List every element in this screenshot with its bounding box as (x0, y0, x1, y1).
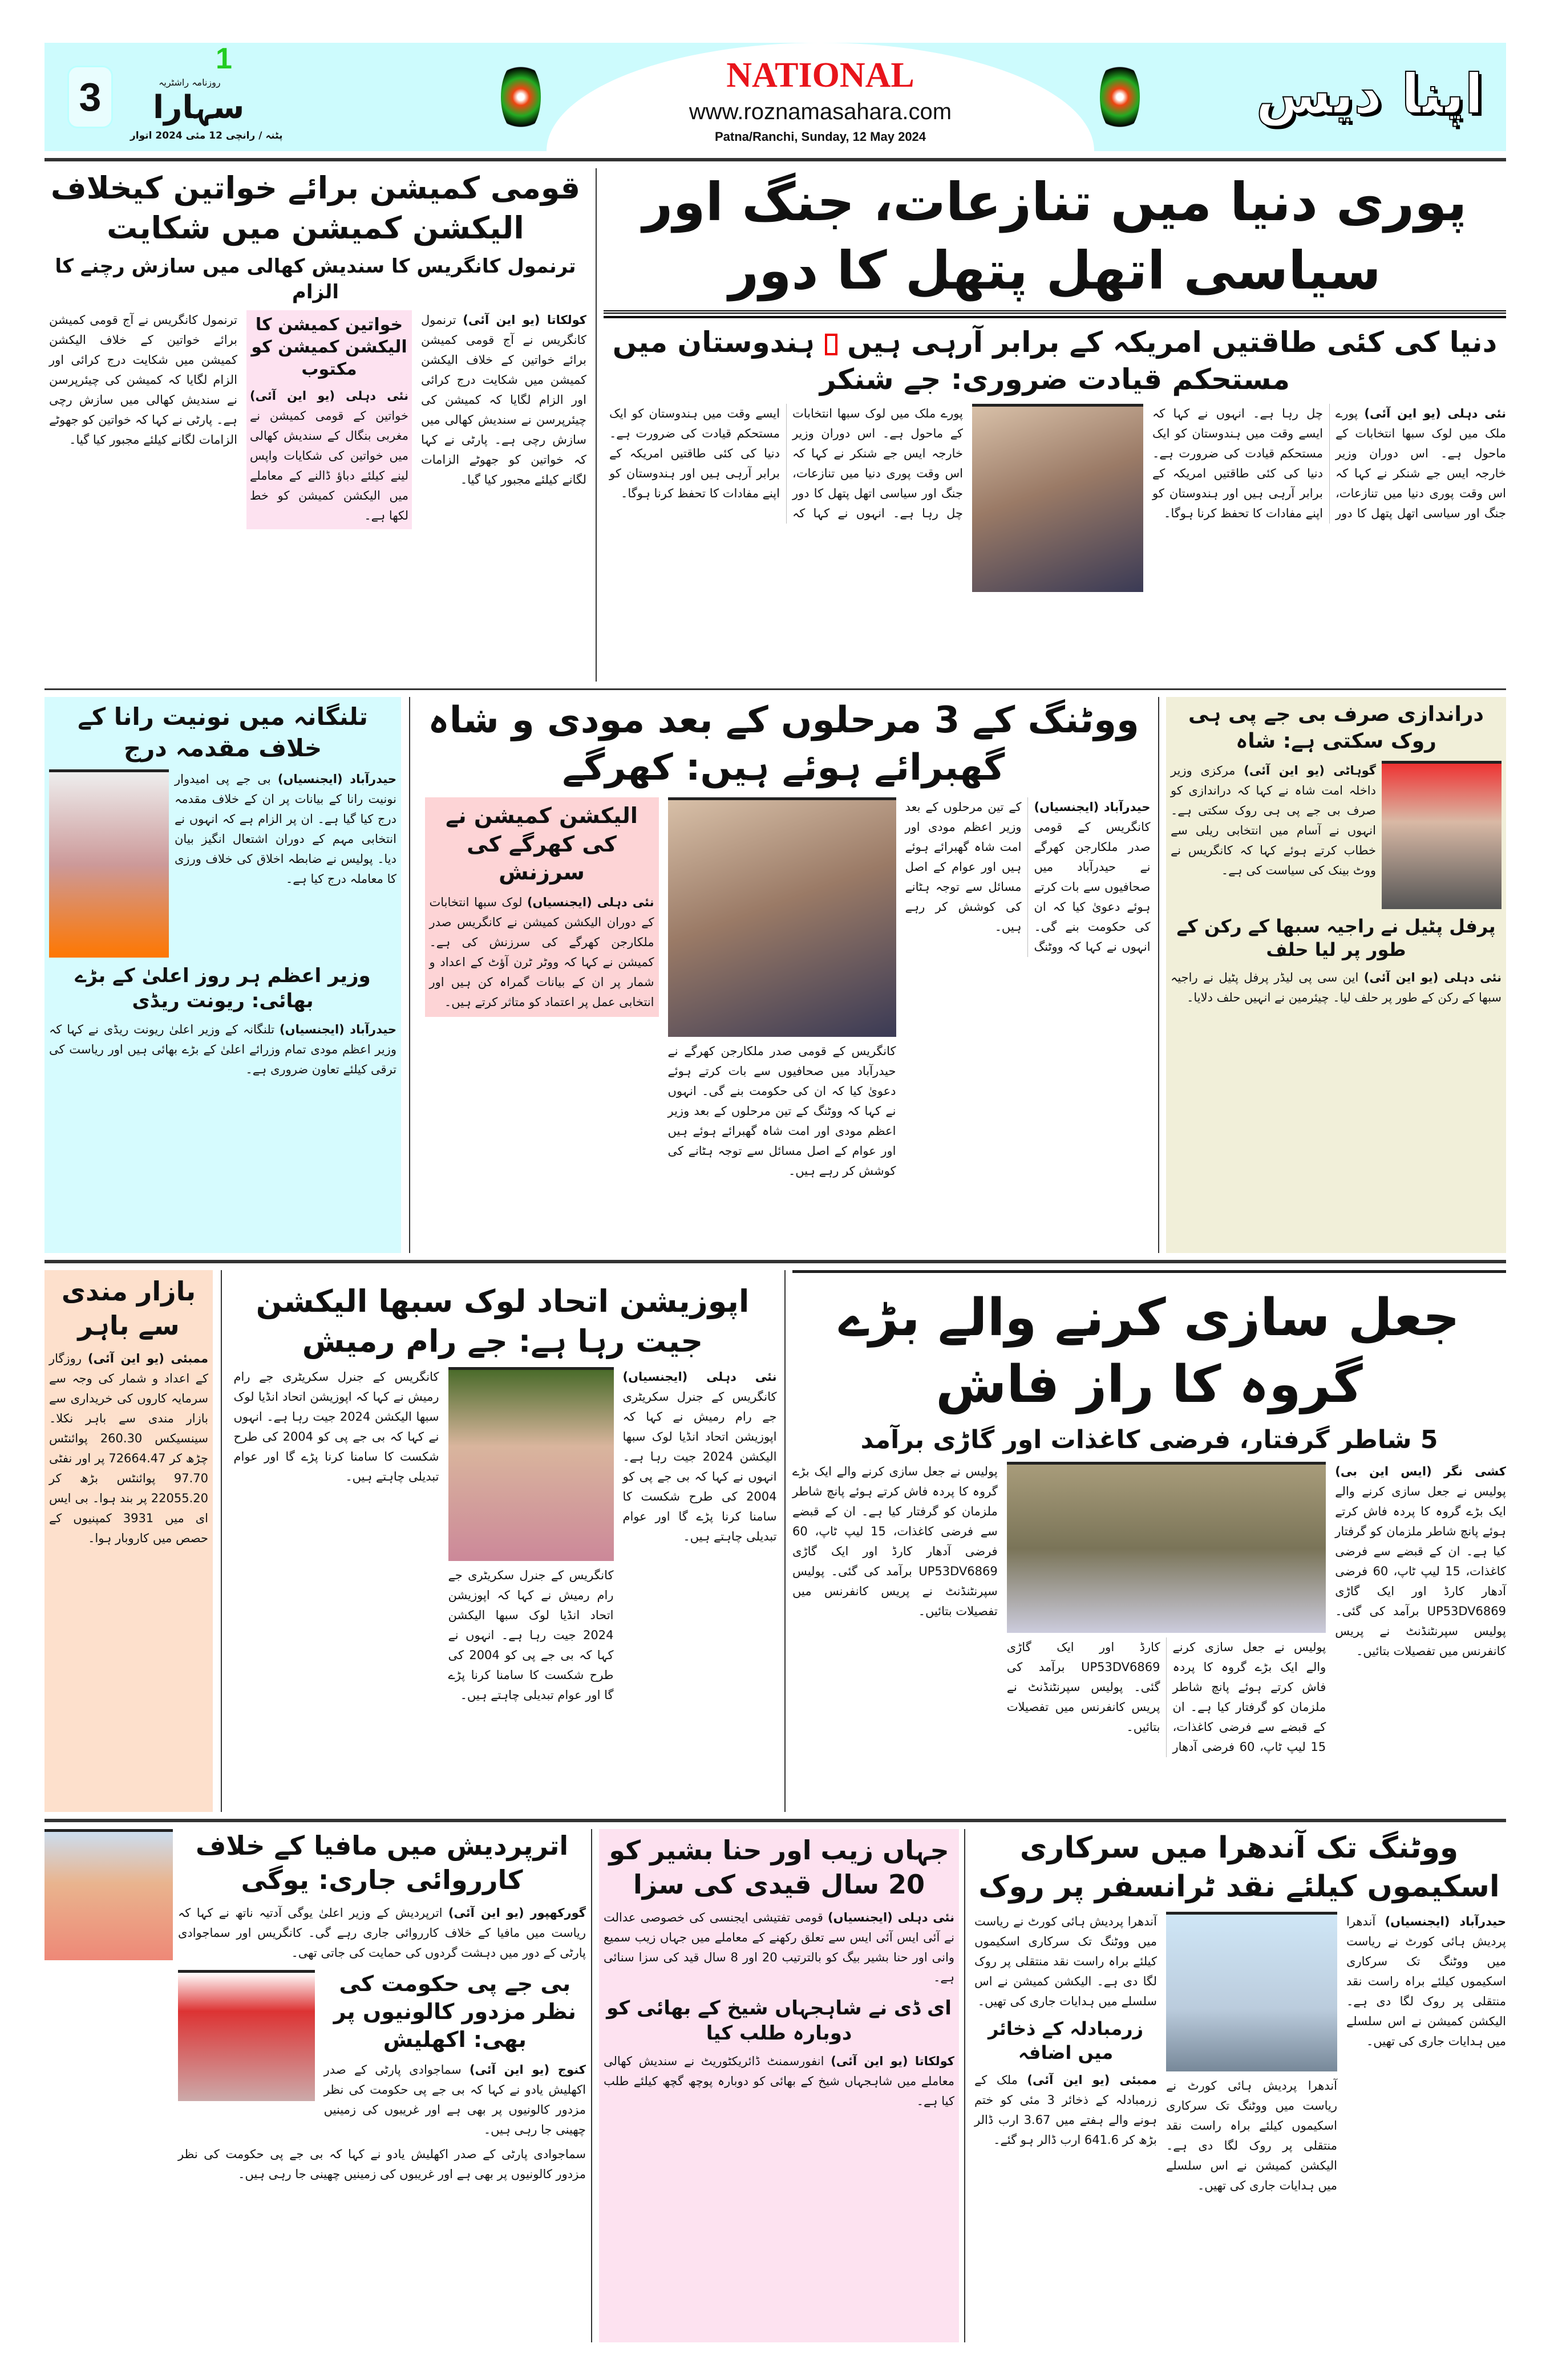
photo-akhilesh (178, 1970, 315, 2101)
body-text: آندھرا پردیش ہائی کورٹ نے ریاست میں ووٹنگ تک سرکاری اسکیموں کیلئے براہ راست نقد منتقلی پر روک لگا دی ہے۔ الیکشن کمیشن نے اس سلسلے میں ہدایات جاری کی تھیں۔ (1346, 1915, 1506, 2049)
dateline: نئی دہلی (ایجنسیاں) (828, 1910, 954, 1924)
article-body (1171, 968, 1502, 1008)
body-text: ملک کے زرمبادلہ کے ذخائر 3 مئی کو ختم ہونے والے ہفتے میں 3.67 ارب ڈالر بڑھ کر 641.6 ارب ڈالر ہو گئے۔ (974, 2073, 1157, 2147)
row-1 (44, 168, 1506, 682)
divider (792, 1270, 1506, 1273)
website-link[interactable]: www.roznamasahara.com (689, 99, 952, 124)
body-text: این سی پی لیڈر پرفل پٹیل نے راجیہ سبھا کے رکن کے طور پر حلف لیا۔ چیئرمین نے انہیں حلف دلایا۔ (1171, 970, 1502, 1004)
article-body-cont (974, 1912, 1157, 2012)
body-text: انفورسمنٹ ڈائریکٹوریٹ نے سندیش کھالی معاملے میں شاہجہاں شیخ کے بھائی کو دوبارہ پوچھ گچھ کیلئے طلب کیا ہے۔ (604, 2054, 954, 2108)
body-text: کانگریس کے جنرل سکریٹری جے رام رمیش نے کہا کہ اپوزیشن اتحاد انڈیا لوک سبھا الیکشن 2024 جیت رہا ہے۔ انہوں نے کہا کہ بی جے پی کو 2004 کی طرح شکست کا سامنا کرنا پڑے گا اور عوام تبدیلی چاہتے ہیں۔ (622, 1390, 777, 1544)
article-yogi (178, 1829, 586, 2342)
article-navneet-rana (44, 697, 401, 1253)
headline: جہاں زیب اور حنا بشیر کو 20 سال قیدی کی سزا (609, 1835, 949, 1900)
subheadline: ای ڈی نے شاہجہاں شیخ کے بھائی کو دوبارہ طلب کیا (606, 1996, 952, 2045)
newspaper-logo: سہارا (153, 89, 245, 126)
divider (44, 158, 1506, 161)
body-text: اترپردیش کے وزیر اعلیٰ یوگی آدتیہ ناتھ نے کہا کہ ریاست میں مافیا کے خلاف کارروائی جاری رہے گی۔ کانگریس اور سماجوادی پارٹی کے دور میں دہشت گردوں کی حمایت کی جاتی تھی۔ (178, 1905, 586, 1960)
body-text: پولیس نے جعل سازی کرنے والے ایک بڑے گروہ کا پردہ فاش کرتے ہوئے پانچ شاطر ملزمان کو گرفتار کیا ہے۔ ان کے قبضے سے فرضی کاغذات، 15 لیپ ٹاپ، 60 فرضی آدھار کارڈ اور ایک گاڑی UP53DV6869 برآمد کی گئی۔ پولیس سپرنٹنڈنٹ نے پریس کانفرنس میں تفصیلات بتائیں۔ (792, 1465, 998, 1619)
yogi-photo-column (44, 1829, 173, 2342)
dateline: حیدرآباد (ایجنسیاں) (280, 1022, 396, 1036)
article-women-commission (44, 168, 586, 682)
body-text: کانگریس کے جنرل سکریٹری جے رام رمیش نے کہا کہ اپوزیشن اتحاد انڈیا لوک سبھا الیکشن 2024 جیت رہا ہے۔ انہوں نے کہا کہ بی جے پی کو 2004 کی طرح شکست کا سامنا کرنا پڑے گا اور عوام تبدیلی چاہتے ہیں۔ (448, 1568, 614, 1702)
body-text: ترنمول کانگریس نے آج قومی کمیشن برائے خواتین کے خلاف الیکشن کمیشن میں شکایت درج کرائی اور الزام لگایا کہ کمیشن کی چیئرپرسن نے سندیش کھالی میں سازش رچی ہے۔ پارٹی نے کہا کہ خواتین کو جھوٹے الزامات لگانے کیلئے مجبور کیا گیا۔ (421, 313, 586, 486)
sidebar-headline: خواتین کمیشن کا الیکشن کمیشن کو مکتوب (251, 314, 407, 379)
dateline: نئی دہلی (ایجنسیاں) (622, 1370, 777, 1384)
headline: پوری دنیا میں تنازعات، جنگ اور سیاسی اتھل پتھل کا دور (642, 172, 1467, 301)
subheadline: بی جے پی حکومت کی نظر مزدور کالونیوں پر بھی: اکھلیش (333, 1971, 576, 2053)
dateline: کشی نگر (ایس این بی) (1335, 1465, 1506, 1479)
article-body (1335, 1462, 1506, 1661)
article-body (49, 1349, 208, 1548)
subheadline: زرمبادلہ کے ذخائر میں اضافہ (988, 2018, 1143, 2063)
photo-high-court (1166, 1912, 1337, 2071)
article-body-cont (49, 310, 237, 450)
article-body-cont (668, 1041, 896, 1181)
article-body (178, 1903, 586, 1963)
body-text: کانگریس کے قومی صدر ملکارجن کھرگے نے حیدرآباد میں صحافیوں سے بات کرتے ہوئے دعویٰ کیا کہ ان کی حکومت بنے گی۔ انہوں نے کہا کہ ووٹنگ کے تین مرحلوں کے بعد وزیر اعظم مودی اور امت شاہ گھبرائے ہوئے ہیں اور عوام کے اصل مسائل سے توجہ ہٹانے کی کوشش کر رہے ہیں۔ (667, 1044, 896, 1178)
headline: تلنگانہ میں نونیت رانا کے خلاف مقدمہ درج (78, 703, 368, 762)
section-title: اپنا دیس (1256, 62, 1483, 126)
article-amit-shah (1166, 697, 1506, 1253)
article-body-cont (178, 2144, 586, 2184)
dateline: کولکاتا (یو این آئی) (463, 313, 586, 327)
article-body (421, 310, 586, 490)
body-text: بی جے پی امیدوار نونیت رانا کے بیانات پر ان کے خلاف مقدمہ درج کیا گیا ہے۔ ان پر الزام ہے کہ انہوں نے انتخابی مہم کے دوران اشتعال انگیز بیان دیا۔ پولیس نے ضابطہ اخلاق کی خلاف ورزی کا معاملہ درج کیا ہے۔ (175, 772, 396, 886)
body-text: کانگریس کے قومی صدر ملکارجن کھرگے نے حیدرآباد میں صحافیوں سے بات کرتے ہوئے دعویٰ کیا کہ ان کی حکومت بنے گی۔ انہوں نے کہا کہ ووٹنگ کے تین مرحلوں کے بعد وزیر اعظم مودی اور امت شاہ گھبرائے ہوئے ہیں اور عوام کے اصل مسائل سے توجہ ہٹانے کی کوشش کر رہے ہیں۔ (905, 800, 1151, 954)
dateline: حیدرآباد (ایجنسیاں) (1034, 800, 1151, 814)
article-andhra (964, 1829, 1506, 2342)
body-text: آندھرا پردیش ہائی کورٹ نے ریاست میں ووٹنگ تک سرکاری اسکیموں کیلئے براہ راست نقد منتقلی پر روک لگا دی ہے۔ الیکشن کمیشن نے اس سلسلے میں ہدایات جاری کی تھیں۔ (974, 1915, 1157, 2009)
divider (604, 310, 1506, 318)
article-jaishankar (596, 168, 1506, 682)
subheadline-part: ہندوستان میں مستحکم قیادت ضروری: جے شنکر (612, 326, 1290, 396)
dateline: ممبئی (یو این آئی) (88, 1351, 208, 1365)
article-body-cont (448, 1566, 614, 1705)
headline: جعل سازی کرنے والے بڑے گروہ کا راز فاش (839, 1288, 1460, 1414)
body-text: قومی تفتیشی ایجنسی کی خصوصی عدالت نے آئی ایس آئی ایس سے تعلق رکھنے کے معاملے میں جہاں زیب سمیع وانی اور حنا بشیر بیگ کو بالترتیب 20 اور 8 سال قید کی سزا سنائی ہے۔ (604, 1910, 954, 1984)
headline: دراندازی صرف بی جے پی ہی روک سکتی ہے: شاہ (1188, 703, 1484, 753)
body-text: ترنمول کانگریس نے آج قومی کمیشن برائے خواتین کے خلاف الیکشن کمیشن میں شکایت درج کرائی اور الزام لگایا کہ کمیشن کی چیئرپرسن نے سندیش کھالی میں سازش رچی ہے۔ پارٹی نے کہا کہ خواتین کو جھوٹے الزامات لگانے کیلئے مجبور کیا گیا۔ (49, 313, 237, 447)
body-text: پولیس نے جعل سازی کرنے والے ایک بڑے گروہ کا پردہ فاش کرتے ہوئے پانچ شاطر ملزمان کو گرفتار کیا ہے۔ ان کے قبضے سے فرضی کاغذات، 15 لیپ ٹاپ، 60 فرضی آدھار کارڈ اور ایک گاڑی UP53DV6869 برآمد کی گئی۔ پولیس سپرنٹنڈنٹ نے پریس کانفرنس میں تفصیلات بتائیں۔ (1335, 1485, 1506, 1659)
red-square-marker (825, 334, 837, 355)
subheadline-part: دنیا کی کئی طاقتیں امریکہ کے برابر آرہی ہیں (847, 326, 1498, 359)
subheadline: وزیر اعظم ہر روز اعلیٰ کے بڑے بھائی: ریونت ریڈی (75, 964, 371, 1013)
headline: ووٹنگ کے 3 مرحلوں کے بعد مودی و شاہ گھبرائے ہوئے ہیں: کھرگے (428, 699, 1139, 789)
article-jahanzeb (599, 1829, 959, 2342)
divider (44, 688, 1506, 690)
dateline: نئی دہلی (یو این آئی) (1363, 970, 1502, 984)
photo-arrested-suspects (1007, 1462, 1326, 1633)
article-body (49, 1020, 396, 1080)
article-kharge (409, 697, 1151, 1253)
divider (44, 1260, 1506, 1263)
headline: قومی کمیشن برائے خواتین کیخلاف الیکشن کمیشن میں شکایت (50, 170, 581, 246)
english-dateline: Patna/Ranchi, Sunday, 12 May 2024 (714, 129, 926, 144)
subheadline: ترنمول کانگریس کا سندیش کھالی میں سازش رچنے کا الزام (55, 255, 576, 303)
article-body (623, 1367, 777, 1547)
row-3 (44, 1270, 1506, 1812)
photo-navneet-rana (49, 769, 169, 958)
photo-kharge (668, 797, 896, 1037)
article-fraud-gang (784, 1270, 1506, 1812)
logo-one-mark: 1 (216, 42, 232, 75)
article-body (604, 1908, 954, 1988)
row-4 (44, 1829, 1506, 2342)
body-text: خواتین کے قومی کمیشن نے مغربی بنگال کے سندیش کھالی میں خواتین کی شکایات واپس لینے کیلئے دباؤ ڈالنے کے معاملے میں الیکشن کمیشن کو خط لکھا ہے۔ (250, 408, 408, 522)
ec-box (425, 797, 659, 1016)
headline: بازار مندی سے باہر (61, 1276, 196, 1341)
dateline: نئی دہلی (ایجنسیاں) (527, 895, 654, 909)
article-body-cont (1166, 2076, 1337, 2196)
logo-subtitle: روزنامہ راشٹریہ (159, 77, 221, 88)
body-text: لوک سبھا انتخابات کے دوران الیکشن کمیشن نے کانگریس صدر ملکارجن کھرگے کی سرزنش کی ہے۔ کمیشن نے کہا کہ ووٹر ٹرن آؤٹ کے اعداد و شمار پر ان کے بیانات گمراہ کن ہیں اور انتخابی عمل پر اعتماد کو متاثر کرتے ہیں۔ (429, 895, 654, 1009)
dateline: کولکاتا (یو این آئی) (831, 2054, 954, 2068)
article-body-cont (792, 1462, 998, 1621)
photo-amit-shah (1382, 761, 1502, 909)
body-text: سماجوادی پارٹی کے صدر اکھلیش یادو نے کہا کہ بی جے پی حکومت کی نظر مزدور کالونیوں پر بھی ہے اور غریبوں کی زمینیں چھینی جا رہی ہیں۔ (178, 2147, 586, 2181)
article-jairam-ramesh (221, 1270, 777, 1812)
dateline: گوہاٹی (یو این آئی) (1244, 763, 1376, 777)
body-text: تلنگانہ کے وزیر اعلیٰ ریونت ریڈی نے کہا کہ وزیر اعظم مودی تمام وزرائے اعلیٰ کے بڑے بھائی ہیں اور ریاست کی ترقی کیلئے تعاون ضروری ہے۔ (49, 1022, 396, 1076)
article-body (1346, 1912, 1506, 2051)
article-body (1152, 404, 1506, 524)
dateline: نئی دہلی (یو این آئی) (250, 388, 408, 403)
headline: ووٹنگ تک آندھرا میں سرکاری اسکیموں کیلئے نقد ٹرانسفر پر روک (978, 1831, 1500, 1904)
body-text: آندھرا پردیش ہائی کورٹ نے ریاست میں ووٹنگ تک سرکاری اسکیموں کیلئے براہ راست نقد منتقلی پر روک لگا دی ہے۔ الیکشن کمیشن نے اس سلسلے میں ہدایات جاری کی تھیں۔ (1166, 2079, 1337, 2193)
article-body-cont (234, 1367, 439, 1487)
headline: اپوزیشن اتحاد لوک سبھا الیکشن جیت رہا ہے: جے رام رمیش (256, 1283, 750, 1360)
body-text: پولیس نے جعل سازی کرنے والے ایک بڑے گروہ کا پردہ فاش کرتے ہوئے پانچ شاطر ملزمان کو گرفتار کیا ہے۔ ان کے قبضے سے فرضی کاغذات، 15 لیپ ٹاپ، 60 فرضی آدھار کارڈ اور ایک گاڑی UP53DV6869 برآمد کی گئی۔ پولیس سپرنٹنڈنٹ نے پریس کانفرنس میں تفصیلات بتائیں۔ (1006, 1640, 1326, 1754)
body-text: پورے ملک میں لوک سبھا انتخابات کے ماحول ہے۔ اس دوران وزیر خارجہ ایس جے شنکر نے کہا کہ اس وقت پوری دنیا میں تنازعات، جنگ اور سیاسی اتھل پتھل کا دور چل رہا ہے۔ انہوں نے کہا کہ ایسے وقت میں ہندوستان کو ایک مستحکم قیادت کی ضرورت ہے۔ دنیا کی کئی طاقتیں امریکہ کے برابر آرہی ہیں اور ہندوستان کو اپنے مفادات کا تحفظ کرنا ہوگا۔ (609, 407, 963, 521)
row-2 (44, 697, 1506, 1253)
article-body (905, 797, 1151, 957)
masthead (44, 43, 1506, 151)
divider (44, 1819, 1506, 1822)
subheadline (604, 324, 1506, 398)
dateline: ممبئی (یو این آئی) (1027, 2073, 1157, 2087)
dateline: حیدرآباد (ایجنسیاں) (1385, 1915, 1506, 1929)
article-market (44, 1270, 213, 1812)
starburst-icon (501, 60, 541, 134)
subheadline: 5 شاطر گرفتار، فرضی کاغذات اور گاڑی برآمد (860, 1425, 1438, 1454)
box-headline: الیکشن کمیشن نے کی کھرگے کی سرزنش (446, 803, 638, 885)
article-body-cont (609, 404, 963, 524)
page-number: 3 (67, 66, 113, 128)
body-text: سماجوادی پارٹی کے صدر اکھلیش یادو نے کہا کہ بی جے پی حکومت کی نظر مزدور کالونیوں پر بھی ہے اور غریبوں کی زمینیں چھینی جا رہی ہیں۔ (323, 2062, 586, 2136)
body-text: پورے ملک میں لوک سبھا انتخابات کے ماحول ہے۔ اس دوران وزیر خارجہ ایس جے شنکر نے کہا کہ اس وقت پوری دنیا میں تنازعات، جنگ اور سیاسی اتھل پتھل کا دور چل رہا ہے۔ انہوں نے کہا کہ ایسے وقت میں ہندوستان کو ایک مستحکم قیادت کی ضرورت ہے۔ دنیا کی کئی طاقتیں امریکہ کے برابر آرہی ہیں اور ہندوستان کو اپنے مفادات کا تحفظ کرنا ہوگا۔ (1152, 407, 1506, 521)
subheadline: پرفل پٹیل نے راجیہ سبھا کے رکن کے طور پر لیا حلف (1176, 915, 1496, 961)
photo-jaishankar (972, 404, 1143, 592)
starburst-icon (1100, 60, 1140, 134)
sidebar-box (246, 310, 412, 529)
dateline: نئی دہلی (یو این آئی) (1364, 407, 1506, 421)
urdu-dateline: پٹنہ / رانچی 12 مئی 2024 اتوار (130, 130, 283, 141)
body-text: روزگار کے اعداد و شمار کی وجہ سے سرمایہ کاروں کی خریداری سے بازار مندی سے باہر نکلا۔ سینسیکس 260.30 پوائنٹس چڑھ کر 72664.47 پر اور نفٹی 97.70 پوائنٹس بڑھ کر 22055.20 پر بند ہوا۔ بی ایس ای میں 3931 کمپنیوں کے حصص میں کاروبار ہوا۔ (49, 1351, 208, 1545)
article-body (324, 2060, 586, 2140)
body-text: کانگریس کے جنرل سکریٹری جے رام رمیش نے کہا کہ اپوزیشن اتحاد انڈیا لوک سبھا الیکشن 2024 جیت رہا ہے۔ انہوں نے کہا کہ بی جے پی کو 2004 کی طرح شکست کا سامنا کرنا پڑے گا اور عوام تبدیلی چاہتے ہیں۔ (233, 1370, 439, 1484)
article-body (974, 2070, 1157, 2150)
dateline: حیدرآباد (ایجنسیاں) (277, 772, 396, 786)
dateline: گورکھپور (یو این آئی) (448, 1905, 586, 1920)
photo-jairam-ramesh (448, 1367, 614, 1561)
article-amit-shah-wrap (1158, 697, 1506, 1253)
photo-yogi (44, 1829, 173, 1960)
article-jahanzeb-wrap (591, 1829, 959, 2342)
article-body (604, 2051, 954, 2111)
header-arch (547, 43, 1094, 151)
article-body-cont (1007, 1637, 1326, 1757)
headline: اترپردیش میں مافیا کے خلاف کارروائی جاری: یوگی (195, 1830, 569, 1895)
body-text: مرکزی وزیر داخلہ امت شاہ نے کہا کہ دراندازی کو صرف بی جے پی ہی روک سکتی ہے۔ انہوں نے آسام میں انتخابی ریلی سے خطاب کرتے ہوئے کہا کہ کانگریس نے ووٹ بینک کی سیاست کی ہے۔ (1171, 763, 1376, 877)
edition-label: NATIONAL (726, 56, 914, 95)
dateline: کنوج (یو این آئی) (469, 2062, 586, 2077)
